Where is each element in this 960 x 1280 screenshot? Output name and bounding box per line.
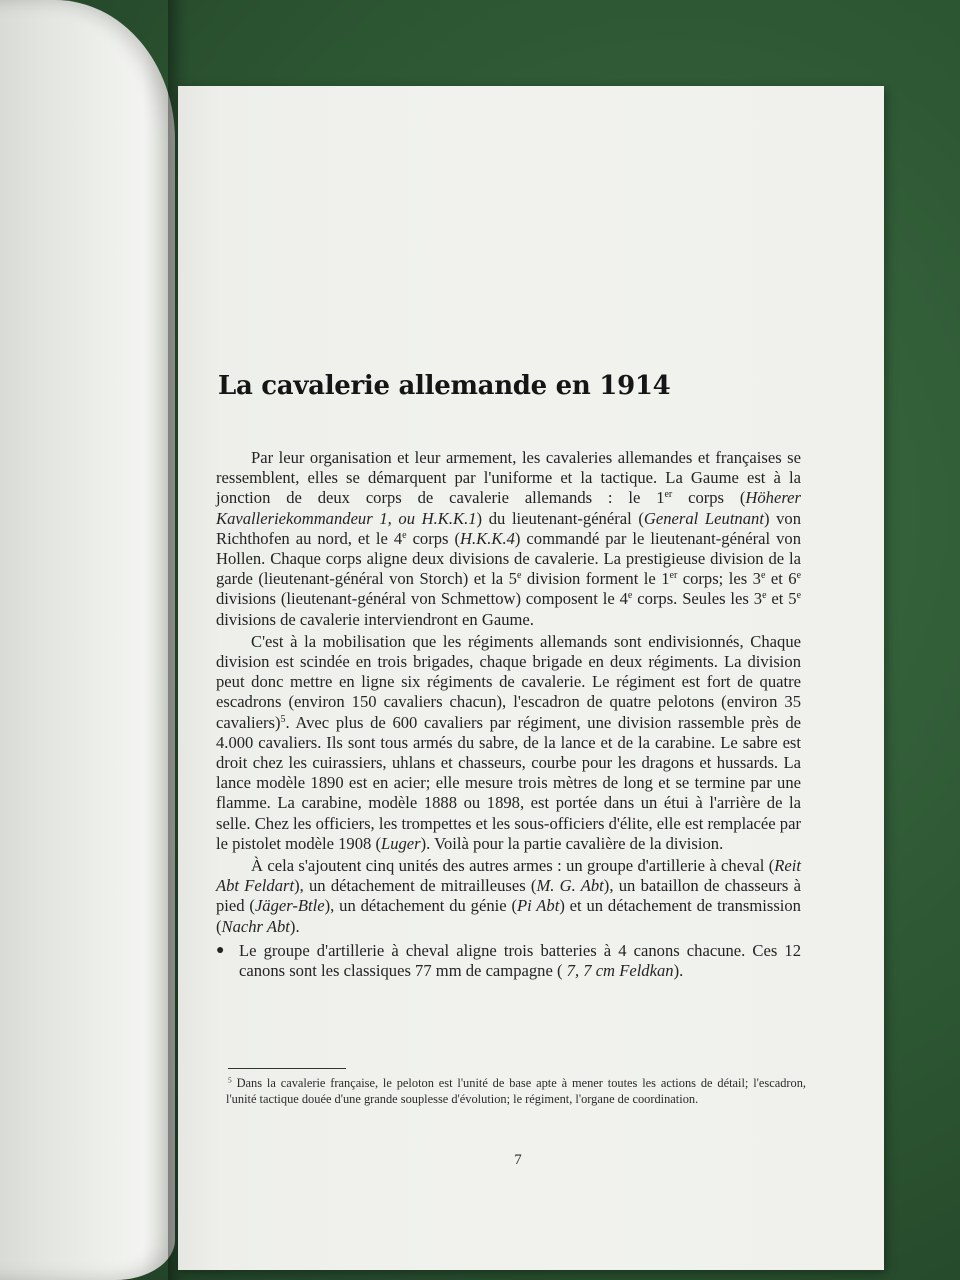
footnote xyxy=(226,1076,806,1108)
text-run: C'est à la mobilisation que les régiments allemands sont endivisionnés, Chaque division est scindée en trois brigades, chaque brigade en deux régiments. La division peut donc mettre en ligne six régiments de cavalerie. Le régiment est fort de quatre escadrons (environ 150 cavaliers chacun), l'escadron de quatre pelotons (environ 35 cavaliers) xyxy=(216,631,801,732)
text-run: corps. Seules les 3 xyxy=(632,589,763,609)
bullet-icon: ● xyxy=(216,942,225,958)
italic-term: Jäger-Btle xyxy=(254,896,325,916)
italic-term: Luger xyxy=(380,833,421,853)
superscript: 5 xyxy=(280,713,286,725)
text-run: ) von Richthofen au nord, et le 4 xyxy=(216,508,802,548)
text-run: ). xyxy=(673,961,684,981)
italic-term: Reit Abt Feldart xyxy=(216,856,801,896)
text-run: et 5 xyxy=(766,589,797,609)
footnote-divider xyxy=(228,1068,346,1069)
text-run: ) du lieutenant-général ( xyxy=(476,508,644,528)
page-number: 7 xyxy=(514,1152,522,1168)
book-page xyxy=(178,86,884,1270)
superscript: e xyxy=(627,590,633,602)
superscript: er xyxy=(669,570,678,582)
superscript: e xyxy=(796,570,802,582)
text-run: . Avec plus de 600 cavaliers par régiment, une division rassemble près de 4.000 cavaliers. Ils sont tous armés du sabre, de la lance et de la carabine. Le sabre est droit chez les cuirassiers, uhlans et chasseurs, courbe pour les dragons et hussards. La lance modèle 1890 est en acier; elle mesure trois mètres de long et se termine par une flamme. La carabine, modèle 1888 ou 1898, est portée dans un étui à l'arrière de la selle. Chez les officiers, les trompettes et les sous-officiers d'élite, elle est remplacée par le pistolet modèle 1908 ( xyxy=(216,712,801,853)
text-run: ) commandé par le lieutenant-général von Hollen. Chaque corps aligne deux divisions de cavalerie. La prestigieuse division de la garde (lieutenant-général von Storch) et la 5 xyxy=(216,528,802,589)
text-run: corps ( xyxy=(672,488,746,508)
text-run: divisions (lieutenant-général von Schmettow) composent le 4 xyxy=(216,589,628,609)
bullet-text xyxy=(239,941,801,981)
italic-term: Nachr Abt xyxy=(221,916,290,936)
italic-term: 7, 7 cm Feldkan xyxy=(566,961,674,981)
text-run: divisions de cavalerie interviendront en Gaume. xyxy=(216,609,534,629)
text-run: Dans la cavalerie française, le peloton est l'unité de base apte à mener toutes les actions de détail; l'escadron, l'unité tactique douée d'une grande souplesse d'évolution; le régiment, l'organe de coordination. xyxy=(226,1076,806,1106)
paragraph xyxy=(216,448,801,630)
superscript: e xyxy=(762,590,767,602)
italic-term: Höherer Kavalleriekommandeur 1, ou H.K.K.1 xyxy=(216,488,801,528)
text-run: corps ( xyxy=(406,528,461,548)
text-run: ) et un détachement de transmission ( xyxy=(216,896,801,936)
text-run: ). Voilà pour la partie cavalière de la division. xyxy=(420,833,724,853)
paragraph xyxy=(216,632,801,854)
text-run: corps; les 3 xyxy=(677,569,761,589)
italic-term: H.K.K.4 xyxy=(460,528,515,548)
superscript: er xyxy=(664,489,673,501)
chapter-title: La cavalerie allemande en 1914 xyxy=(218,371,671,401)
superscript: e xyxy=(516,570,522,582)
text-run: et 6 xyxy=(765,569,797,589)
paragraph xyxy=(216,856,801,937)
bullet-item xyxy=(216,941,801,981)
italic-term: General Leutnant xyxy=(643,508,764,528)
text-run: ), un bataillon de chasseurs à pied ( xyxy=(216,876,802,916)
text-run: ), un détachement du génie ( xyxy=(324,896,517,916)
text-run: ). xyxy=(289,916,300,936)
superscript: e xyxy=(402,529,407,541)
italic-term: Pi Abt xyxy=(516,896,560,916)
superscript: e xyxy=(760,570,766,582)
superscript: 5 xyxy=(228,1075,232,1085)
text-run: À cela s'ajoutent cinq unités des autres armes : un groupe d'artillerie à cheval ( xyxy=(251,856,775,876)
text-run: Par leur organisation et leur armement, les cavaleries allemandes et françaises se ressemblent, elles se démarquent par l'uniforme et la tactique. La Gaume est à la jonction de deux corps de cavalerie allemands : le 1 xyxy=(216,448,801,508)
text-run: division forment le 1 xyxy=(521,569,670,589)
superscript: e xyxy=(796,590,801,602)
left-page-edge xyxy=(0,0,175,1280)
body-text xyxy=(216,448,801,981)
italic-term: M. G. Abt xyxy=(536,876,604,896)
text-run: Le groupe d'artillerie à cheval aligne trois batteries à 4 canons chacune. Ces 12 canons sont les classiques 77 mm de campagne ( xyxy=(239,940,801,981)
text-run: ), un détachement de mitrailleuses ( xyxy=(294,876,537,896)
